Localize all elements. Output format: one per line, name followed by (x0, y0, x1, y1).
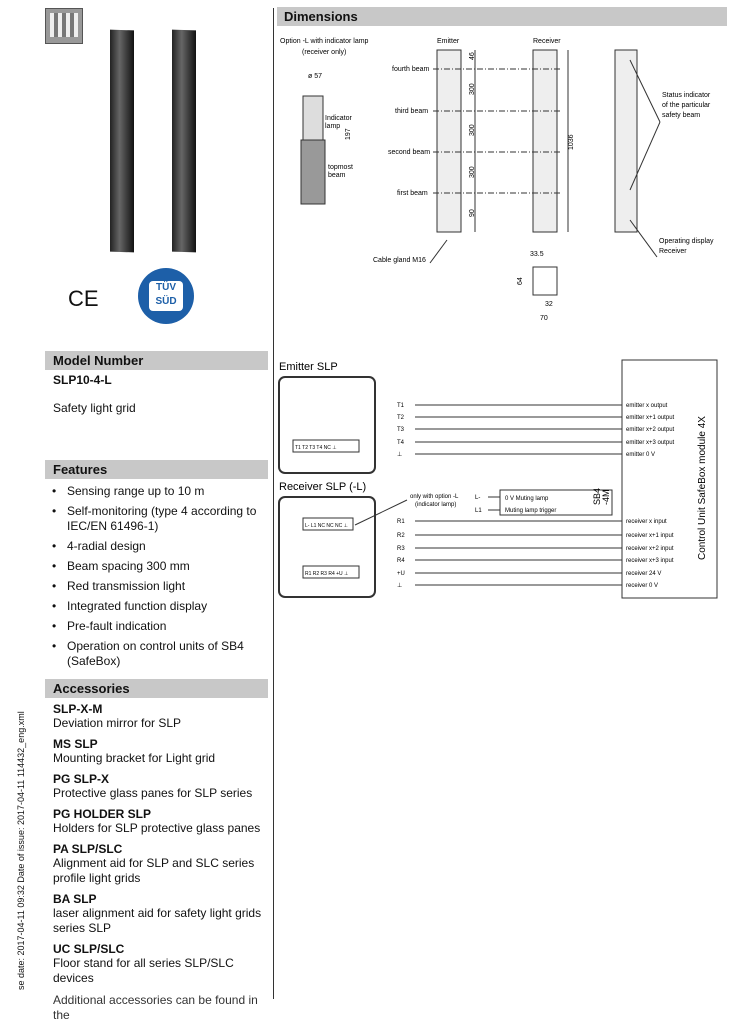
feature-item: • 4-radial design (45, 539, 267, 554)
svg-text:33.5: 33.5 (530, 251, 544, 258)
svg-text:Cable gland M16: Cable gland M16 (373, 257, 426, 264)
wire-label: receiver x+1 input (626, 533, 674, 539)
wire-pin: ⊥ (397, 583, 403, 589)
feature-item: • Operation on control units of SB4 (SafeBox) (45, 639, 267, 669)
wire-label: receiver x+3 input (626, 558, 674, 564)
ce-mark: CE (68, 286, 99, 311)
svg-text:Control Unit SafeBox module 4X: Control Unit SafeBox module 4X (697, 416, 708, 560)
feature-item: • Beam spacing 300 mm (45, 559, 267, 574)
accessory-description: Holders for SLP protective glass panes (53, 821, 261, 835)
svg-text:only with option -L: only with option -L (410, 494, 459, 500)
accessory-description: laser alignment aid for safety light grids series SLP (53, 906, 262, 935)
svg-text:topmost: topmost (328, 164, 353, 171)
svg-text:L-: L- (475, 495, 481, 501)
svg-text:L- L1 NC NC NC ⊥: L- L1 NC NC NC ⊥ (305, 523, 348, 529)
wire-label: emitter x+1 output (626, 415, 675, 421)
svg-text:second beam: second beam (388, 149, 431, 156)
feature-item: • Integrated function display (45, 599, 267, 614)
svg-text:46: 46 (469, 52, 476, 60)
accessory-description: Deviation mirror for SLP (53, 716, 182, 730)
wire-label: receiver x input (626, 519, 667, 525)
receiver-product-image (172, 30, 196, 253)
accessory-name: UC SLP/SLC (53, 942, 125, 956)
svg-text:(receiver only): (receiver only) (302, 49, 347, 56)
accessories-footer: Additional accessories can be found in the (53, 993, 258, 1022)
wire-pin: R3 (397, 546, 405, 552)
wiring-diagram (275, 355, 743, 605)
svg-text:Status indicator: Status indicator (662, 92, 711, 99)
emitter-product-image (110, 30, 134, 253)
accessory-description: Protective glass panes for SLP series (53, 786, 253, 800)
svg-text:1036: 1036 (568, 134, 575, 150)
svg-text:third beam: third beam (395, 108, 429, 115)
wire-pin: R2 (397, 533, 405, 539)
accessory-name: PG HOLDER SLP (53, 807, 152, 821)
svg-text:T1 T2 T3 T4 NC ⊥: T1 T2 T3 T4 NC ⊥ (295, 445, 337, 451)
accessory-name: PG SLP-X (53, 772, 110, 786)
svg-text:Receiver: Receiver (659, 248, 687, 255)
feature-item: • Red transmission light (45, 579, 267, 594)
wire-pin: ⊥ (397, 452, 403, 458)
wire-pin: T4 (397, 440, 405, 446)
svg-text:L1: L1 (475, 508, 482, 514)
accessory-name: SLP-X-M (53, 702, 103, 716)
svg-text:-4M: -4M (601, 489, 611, 505)
wire-label: emitter x+2 output (626, 427, 675, 433)
wire-pin: +U (397, 571, 405, 577)
svg-text:fourth beam: fourth beam (392, 66, 430, 73)
svg-text:32: 32 (545, 301, 553, 308)
document-side-info: se date: 2017-04-11 09:32 Date of issue: 2017-04-11 114432_eng.xml (16, 711, 26, 990)
svg-text:(indicator lamp): (indicator lamp) (415, 502, 457, 508)
svg-text:ø 57: ø 57 (308, 73, 323, 80)
dimensions-heading: Dimensions (277, 7, 727, 26)
model-number: SLP10-4-L (53, 373, 112, 387)
svg-text:of the particular: of the particular (662, 102, 711, 109)
accessory-name: BA SLP (53, 892, 97, 906)
svg-text:Receiver SLP (-L): Receiver SLP (-L) (279, 481, 367, 493)
svg-text:Operating display: Operating display (659, 238, 714, 245)
svg-text:Muting lamp trigger: Muting lamp trigger (505, 508, 557, 514)
svg-text:Option -L with indicator lamp: Option -L with indicator lamp (280, 38, 369, 45)
svg-text:beam: beam (328, 172, 346, 179)
accessories-list (53, 702, 268, 992)
svg-text:64: 64 (517, 277, 524, 285)
features-heading: Features (45, 460, 268, 479)
wire-pin: T3 (397, 427, 405, 433)
wire-label: emitter x+3 output (626, 440, 675, 446)
svg-text:0 V Muting lamp: 0 V Muting lamp (505, 496, 549, 502)
model-number-heading: Model Number (45, 351, 268, 370)
svg-text:197: 197 (345, 128, 352, 140)
svg-text:Receiver: Receiver (533, 38, 561, 45)
svg-text:first beam: first beam (397, 190, 428, 197)
wire-label: receiver 24 V (626, 571, 662, 577)
product-icon (45, 8, 83, 44)
accessory-description: Mounting bracket for Light grid (53, 751, 216, 765)
svg-text:lamp: lamp (325, 123, 341, 130)
svg-text:70: 70 (540, 315, 548, 322)
svg-text:SB4: SB4 (592, 487, 602, 505)
svg-text:90: 90 (469, 209, 476, 217)
wire-pin: T2 (397, 415, 405, 421)
features-list (45, 484, 267, 674)
model-description: Safety light grid (53, 401, 136, 415)
svg-text:300: 300 (469, 83, 476, 95)
wire-label: emitter 0 V (626, 452, 656, 458)
svg-text:Emitter: Emitter (437, 38, 460, 45)
svg-text:300: 300 (469, 166, 476, 178)
dimensions-drawing (275, 30, 743, 330)
feature-item: • Sensing range up to 10 m (45, 484, 267, 499)
accessory-description: Alignment aid for SLP and SLC series profile light grids (53, 856, 255, 885)
tuv-logo: TÜV SÜD (138, 268, 194, 324)
wire-label: emitter x output (626, 403, 668, 409)
wire-pin: R4 (397, 558, 405, 564)
svg-text:R1 R2 R3 R4 +U ⊥: R1 R2 R3 R4 +U ⊥ (305, 571, 349, 577)
wire-label: receiver x+2 input (626, 546, 674, 552)
wire-pin: T1 (397, 403, 405, 409)
wire-label: receiver 0 V (626, 583, 659, 589)
column-divider (273, 8, 274, 999)
feature-item: • Self-monitoring (type 4 according to IEC/EN 61496-1) (45, 504, 267, 534)
svg-text:safety beam: safety beam (662, 112, 701, 119)
svg-text:300: 300 (469, 124, 476, 136)
wire-pin: R1 (397, 519, 405, 525)
svg-text:Emitter SLP: Emitter SLP (279, 361, 338, 373)
svg-text:Indicator: Indicator (325, 115, 352, 122)
accessory-name: PA SLP/SLC (53, 842, 123, 856)
accessory-name: MS SLP (53, 737, 98, 751)
accessory-description: Floor stand for all series SLP/SLC devices (53, 956, 234, 985)
accessories-heading: Accessories (45, 679, 268, 698)
feature-item: • Pre-fault indication (45, 619, 267, 634)
